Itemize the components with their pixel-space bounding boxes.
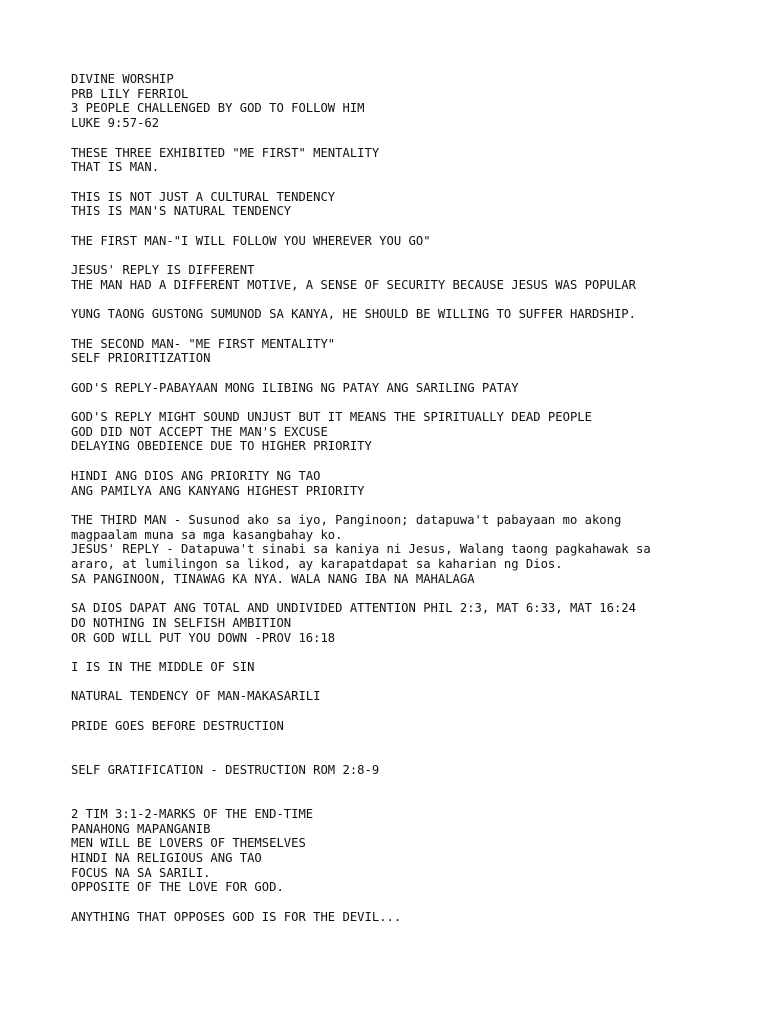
paragraph bbox=[71, 601, 751, 645]
paragraph bbox=[71, 263, 751, 292]
text-line: YUNG TAONG GUSTONG SUMUNOD SA KANYA, HE SHOULD BE WILLING TO SUFFER HARDSHIP. bbox=[71, 307, 636, 322]
text-line: PRIDE GOES BEFORE DESTRUCTION bbox=[71, 718, 284, 733]
text-line: JESUS' REPLY - Datapuwa't sinabi sa kaniya ni Jesus, Walang taong pagkahawak sa bbox=[71, 542, 651, 557]
text-line: THIS IS MAN'S NATURAL TENDENCY bbox=[71, 204, 292, 219]
text-line: THE FIRST MAN-"I WILL FOLLOW YOU WHEREVER YOU GO" bbox=[71, 233, 431, 248]
paragraph bbox=[71, 807, 751, 895]
paragraph bbox=[71, 689, 751, 704]
paragraph bbox=[71, 410, 751, 454]
text-line: NATURAL TENDENCY OF MAN-MAKASARILI bbox=[71, 689, 321, 704]
text-line: JESUS' REPLY IS DIFFERENT bbox=[71, 263, 255, 278]
text-line: FOCUS NA SA SARILI. bbox=[71, 865, 211, 880]
paragraph bbox=[71, 190, 751, 219]
text-line: THESE THREE EXHIBITED "ME FIRST" MENTALITY bbox=[71, 145, 380, 160]
paragraph bbox=[71, 469, 751, 498]
text-line: SELF GRATIFICATION - DESTRUCTION ROM 2:8-9 bbox=[71, 762, 380, 777]
text-line: LUKE 9:57-62 bbox=[71, 116, 160, 131]
text-line: GOD'S REPLY MIGHT SOUND UNJUST BUT IT MEANS THE SPIRITUALLY DEAD PEOPLE bbox=[71, 410, 592, 425]
text-line: 2 TIM 3:1-2-MARKS OF THE END-TIME bbox=[71, 806, 314, 821]
text-line: THAT IS MAN. bbox=[71, 160, 160, 175]
text-line: I IS IN THE MIDDLE OF SIN bbox=[71, 659, 255, 674]
text-line: THIS IS NOT JUST A CULTURAL TENDENCY bbox=[71, 189, 336, 204]
paragraph bbox=[71, 146, 751, 175]
text-line: SELF PRIORITIZATION bbox=[71, 351, 211, 366]
text-line: DIVINE WORSHIP bbox=[71, 72, 174, 86]
paragraph bbox=[71, 660, 751, 675]
text-line: 3 PEOPLE CHALLENGED BY GOD TO FOLLOW HIM bbox=[71, 101, 365, 116]
paragraph bbox=[71, 910, 751, 925]
paragraph bbox=[71, 763, 751, 778]
text-line: DO NOTHING IN SELFISH AMBITION bbox=[71, 615, 292, 630]
text-line: OPPOSITE OF THE LOVE FOR GOD. bbox=[71, 880, 284, 895]
text-line: HINDI ANG DIOS ANG PRIORITY NG TAO bbox=[71, 468, 321, 483]
text-line: THE THIRD MAN - Susunod ako sa iyo, Panginoon; datapuwa't pabayaan mo akong bbox=[71, 512, 622, 527]
text-line: THE MAN HAD A DIFFERENT MOTIVE, A SENSE OF SECURITY BECAUSE JESUS WAS POPULAR bbox=[71, 277, 636, 292]
paragraph bbox=[71, 234, 751, 249]
paragraph bbox=[71, 337, 751, 366]
paragraph bbox=[71, 72, 751, 131]
paragraph bbox=[71, 307, 751, 322]
text-line: ANG PAMILYA ANG KANYANG HIGHEST PRIORITY bbox=[71, 483, 365, 498]
text-line: PANAHONG MAPANGANIB bbox=[71, 821, 211, 836]
text-line: PRB LILY FERRIOL bbox=[71, 86, 189, 101]
text-line: ANYTHING THAT OPPOSES GOD IS FOR THE DEVIL... bbox=[71, 909, 402, 924]
text-line: HINDI NA RELIGIOUS ANG TAO bbox=[71, 851, 262, 866]
text-line: GOD DID NOT ACCEPT THE MAN'S EXCUSE bbox=[71, 424, 328, 439]
text-line: GOD'S REPLY-PABAYAAN MONG ILIBING NG PATAY ANG SARILING PATAY bbox=[71, 380, 519, 395]
document-page bbox=[71, 72, 751, 939]
text-line: araro, at lumilingon sa likod, ay karapatdapat sa kaharian ng Dios. bbox=[71, 557, 563, 572]
text-line: MEN WILL BE LOVERS OF THEMSELVES bbox=[71, 836, 306, 851]
text-line: SA DIOS DAPAT ANG TOTAL AND UNDIVIDED ATTENTION PHIL 2:3, MAT 6:33, MAT 16:24 bbox=[71, 601, 636, 616]
paragraph bbox=[71, 719, 751, 734]
text-line: magpaalam muna sa mga kasangbahay ko. bbox=[71, 527, 343, 542]
paragraph bbox=[71, 513, 751, 587]
text-line: OR GOD WILL PUT YOU DOWN -PROV 16:18 bbox=[71, 630, 336, 645]
text-line: THE SECOND MAN- "ME FIRST MENTALITY" bbox=[71, 336, 336, 351]
text-line: SA PANGINOON, TINAWAG KA NYA. WALA NANG IBA NA MAHALAGA bbox=[71, 571, 475, 586]
paragraph bbox=[71, 381, 751, 396]
text-line: DELAYING OBEDIENCE DUE TO HIGHER PRIORITY bbox=[71, 439, 372, 454]
